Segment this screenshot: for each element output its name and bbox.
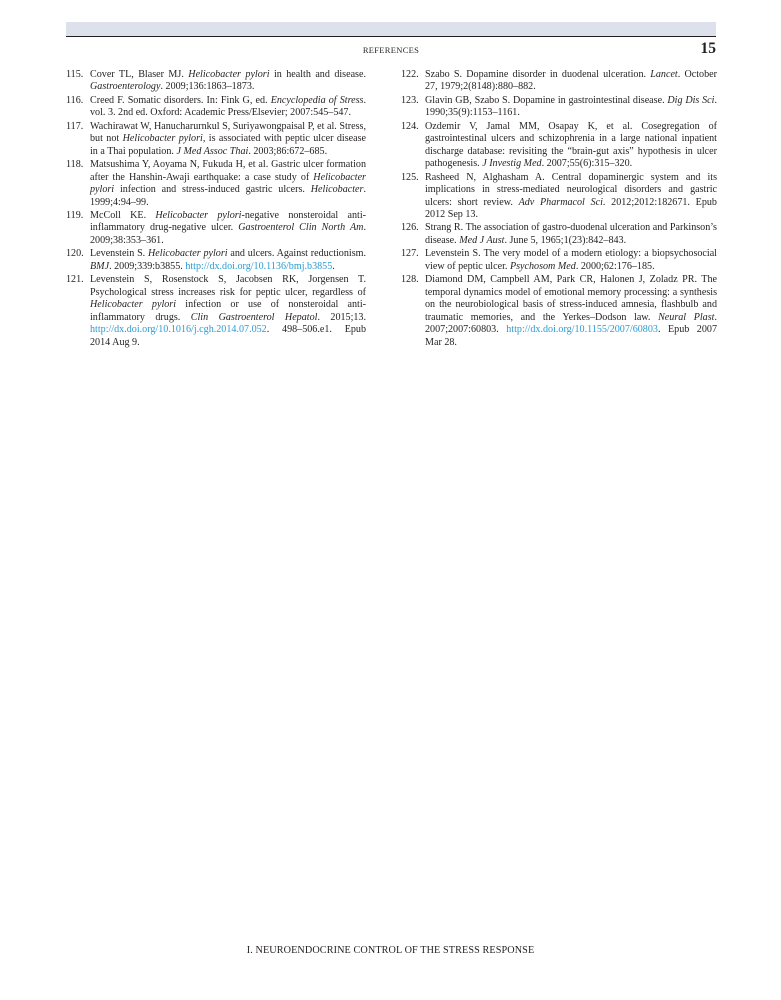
reference-number: 123. [401,94,419,106]
italic-title: Dig Dis Sci [667,94,715,106]
reference-text [90,248,366,273]
citation-text: . June 5, 1965;1(23):842–843. [504,234,627,246]
citation-text: Szabo S. Dopamine disorder in duodenal ulceration. [425,69,651,80]
citation-text: Levenstein S, Rosenstock S, Jacobsen RK, Jorgensen T. Psychological stress increases risk for peptic ulcer, regardless of [90,274,366,298]
citation-text: . 2007;55(6):315–320. [541,158,633,170]
citation-text: Ozdemir V, Jamal MM, Osapay K, et al. Cosegregation of gastrointestinal ulcers and schizophrenia in a large national inpatient discharge database: revisiting the “brain-gut axis” hypothesis in ulcer pathogenesis. [425,120,717,170]
citation-text: Wachirawat W, Hanucharurnkul S, Suriyawongpaisal P, et al. Stress, but not [90,120,366,145]
reference-text [425,248,717,273]
citation-text: . 2009;136:1863–1873. [160,81,255,93]
italic-title: Helicobacter pylori [155,209,242,221]
citation-text: Cover TL, Blaser MJ. [90,69,189,80]
citation-text: . 2009;339:b3855. [109,260,186,272]
reference-text [90,159,366,209]
reference-entry [66,69,366,94]
reference-text [425,274,717,349]
reference-text [425,121,717,171]
italic-title: Helicobacter [310,184,364,196]
reference-entry [66,121,366,158]
reference-text [90,69,366,94]
reference-text [425,172,717,222]
reference-entry [401,274,717,349]
reference-text [425,95,717,120]
citation-text: Strang R. The association of gastro-duodenal ulceration and Parkinson’s disease. [425,222,717,246]
reference-text [425,69,717,94]
reference-text [425,222,717,247]
italic-title: J Investig Med [482,158,542,170]
reference-number: 121. [66,274,84,286]
references-right-column [401,69,717,350]
reference-number: 115. [66,69,84,80]
citation-text: . 2000;62:176–185. [575,260,655,272]
italic-title: Helicobacter pylori [90,299,177,311]
reference-number: 127. [401,248,419,260]
citation-text: Glavin GB, Szabo S. Dopamine in gastrointestinal disease. [425,94,668,106]
doi-link[interactable]: http://dx.doi.org/10.1136/bmj.b3855 [185,260,333,272]
italic-title: Psychosom Med [509,260,576,272]
citation-text: . 2007;2007:60803. [425,311,717,336]
header-band [66,22,716,36]
reference-number: 128. [401,274,419,286]
part-footer: I. NEUROENDOCRINE CONTROL OF THE STRESS RESPONSE [246,945,535,956]
citation-text: infection and stress-induced gastric ulcers. [114,184,311,196]
reference-number: 116. [66,94,84,106]
reference-text [90,121,366,158]
citation-text: . Epub 2007 Mar 28. [425,324,717,348]
reference-entry [401,95,717,120]
doi-link[interactable]: http://dx.doi.org/10.1155/2007/60803 [506,324,658,336]
italic-title: Gastroenterol Clin North Am [238,222,364,234]
reference-number: 117. [66,120,84,132]
italic-title: J Med Assoc Thai [176,145,249,157]
reference-number: 119. [66,209,84,221]
italic-title: Encyclopedia of Stress [270,94,364,106]
citation-text: and ulcers. Against reductionism. [227,248,366,260]
citation-text: . 1999;4:94–99. [90,184,366,208]
citation-text: Creed F. Somatic disorders. In: Fink G, ed. [90,94,271,106]
reference-entry [66,248,366,273]
citation-text: . October 27, 1979;2(8148):880–882. [425,69,717,93]
header-rule [66,36,716,37]
citation-text: . 498–506.e1. Epub 2014 Aug 9. [90,324,366,348]
citation-text: . 2012;2012:182671. Epub 2012 Sep 13. [425,196,717,220]
reference-entry [401,121,717,171]
reference-number: 118. [66,159,84,171]
citation-text: . vol. 3. 2nd ed. Oxford: Academic Press/Elsevier; 2007:545–547. [90,94,367,119]
italic-title: Clin Gastroenterol Hepatol [190,311,318,323]
running-title: REFERENCES [362,45,420,55]
reference-number: 125. [401,171,419,183]
reference-entry [66,274,366,349]
citation-text: Diamond DM, Campbell AM, Park CR, Halonen J, Zoladz PR. The temporal dynamics model of emotional memory processing: a synthesis on the neurobiological basis of stress-induced amnesia, flashbulb and traumatic memories, and the Yerkes–Dodson law. [425,274,717,323]
citation-text: Levenstein S. The very model of a modern etiology: a biopsychosocial view of peptic ulcer. [425,248,717,272]
italic-title: Helicobacter pylori [90,171,366,196]
reference-entry [401,222,717,247]
italic-title: Gastroenterology [90,81,161,93]
running-head [66,40,716,59]
reference-entry [66,210,366,247]
page-number: 15 [700,40,716,57]
reference-entry [66,95,366,120]
citation-text: Rasheed N, Alghasham A. Central dopaminergic system and its implications in stress-mediated neurological disorders and gastric ulcers: short review. [425,171,717,208]
italic-title: Lancet [650,69,678,80]
citation-text: . [332,260,335,272]
italic-title: BMJ [90,260,110,272]
italic-title: Neural Plast [658,311,715,323]
reference-entry [66,159,366,209]
references-left-column [66,69,366,350]
reference-number: 126. [401,222,419,234]
reference-entry [401,248,717,273]
reference-number: 120. [66,248,84,260]
citation-text: . 2009;38:353–361. [90,222,366,246]
reference-text [90,210,366,247]
citation-text: -negative nonsteroidal anti-inflammatory drug-negative ulcer. [90,209,366,234]
citation-text: Matsushima Y, Aoyama N, Fukuda H, et al. Gastric ulcer formation after the Hanshin-Awaji earthquake: a case study of [90,159,366,183]
reference-number: 124. [401,120,419,132]
italic-title: Helicobacter pylori [188,69,270,80]
citation-text: Levenstein S. [90,248,148,260]
citation-text: . 1990;35(9):1153–1161. [425,94,717,119]
doi-link[interactable]: http://dx.doi.org/10.1016/j.cgh.2014.07.052 [90,324,267,336]
italic-title: Adv Pharmacol Sci [518,196,603,208]
italic-title: Med J Aust [459,234,505,246]
reference-entry [401,172,717,222]
citation-text: in health and disease. [269,69,366,80]
citation-text: . 2015;13. [317,311,367,323]
reference-number: 122. [401,69,419,80]
reference-text [90,95,366,120]
citation-text: . 2003;86:672–685. [248,145,328,157]
italic-title: Helicobacter pylori [122,133,203,145]
citation-text: , is associated with peptic ulcer disease in a Thai population. [90,133,366,157]
italic-title: Helicobacter pylori [148,248,228,260]
reference-text [90,274,366,349]
citation-text: McColl KE. [90,209,156,221]
citation-text: infection or use of nonsteroidal anti-inflammatory drugs. [90,299,367,323]
reference-entry [401,69,717,94]
